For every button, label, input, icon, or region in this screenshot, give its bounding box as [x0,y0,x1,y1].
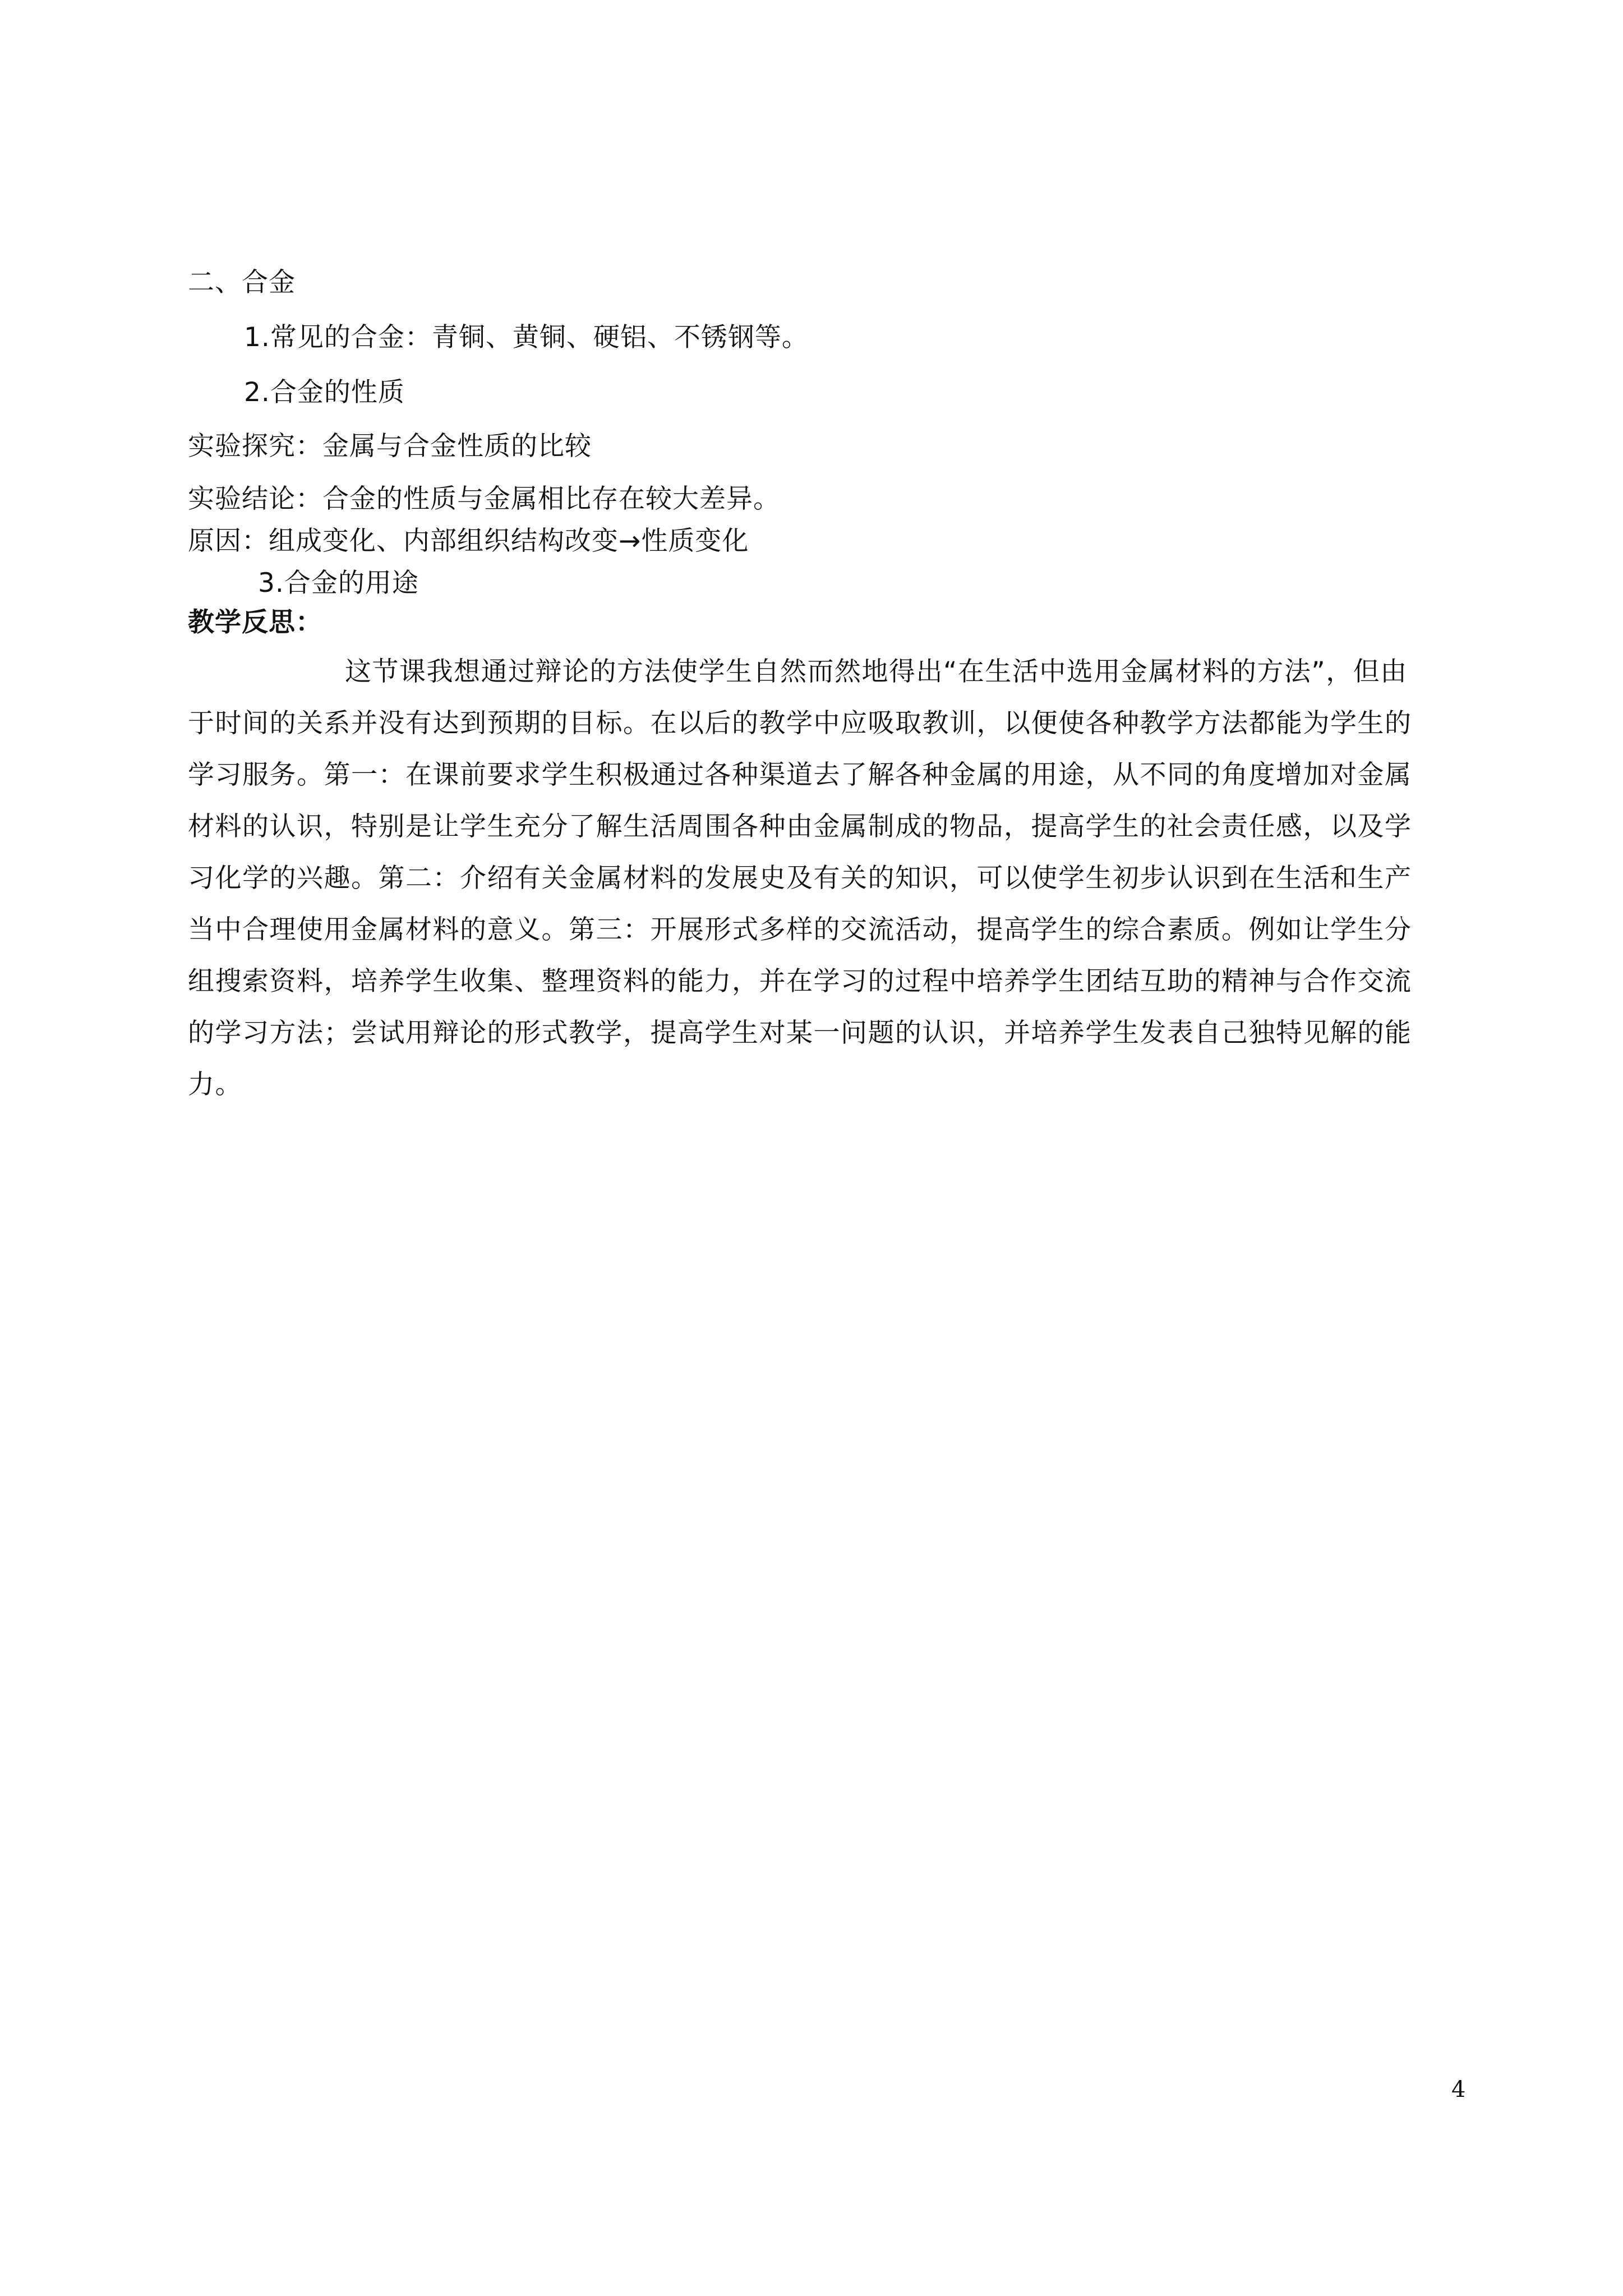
paragraph-line: 于时间的关系并没有达到预期的目标。在以后的教学中应吸取教训，以便使各种教学方法都能为学生的 [188,708,1412,739]
list-item-common-alloys: 1.常见的合金：青铜、黄铜、硬铝、不锈钢等。 [244,322,809,353]
section-heading: 二、合金 [188,267,296,298]
paragraph-line: 组搜索资料，培养学生收集、整理资料的能力，并在学习的过程中培养学生团结互助的精神与合作交流 [188,966,1412,997]
paragraph-line: 习化学的兴趣。第二：介绍有关金属材料的发展史及有关的知识，可以使学生初步认识到在生活和生产 [188,863,1412,894]
paragraph-line: 这节课我想通过辩论的方法使学生自然而然地得出“在生活中选用金属材料的方法”，但由 [345,656,1408,687]
paragraph-line: 材料的认识，特别是让学生充分了解生活周围各种由金属制成的物品，提高学生的社会责任感，以及学 [188,811,1412,842]
paragraph-line: 当中合理使用金属材料的意义。第三：开展形式多样的交流活动，提高学生的综合素质。例如让学生分 [188,914,1412,945]
list-item-alloy-properties: 2.合金的性质 [244,377,405,408]
paragraph-line: 学习服务。第一：在课前要求学生积极通过各种渠道去了解各种金属的用途，从不同的角度增加对金属 [188,760,1412,790]
experiment-line: 实验探究：金属与合金性质的比较 [188,431,592,462]
reflection-paragraph [188,646,1495,1111]
list-item-alloy-uses: 3.合金的用途 [258,568,419,599]
reflection-heading: 教学反思： [188,607,322,638]
paragraph-line: 的学习方法；尝试用辩论的形式教学，提高学生对某一问题的认识，并培养学生发表自己独特见解的能 [188,1018,1412,1048]
page-number: 4 [1451,2077,1466,2102]
paragraph-line: 力。 [188,1069,242,1100]
conclusion-line: 实验结论：合金的性质与金属相比存在较大差异。 [188,484,780,514]
reason-line: 原因：组成变化、内部组织结构改变→性质变化 [188,526,749,556]
